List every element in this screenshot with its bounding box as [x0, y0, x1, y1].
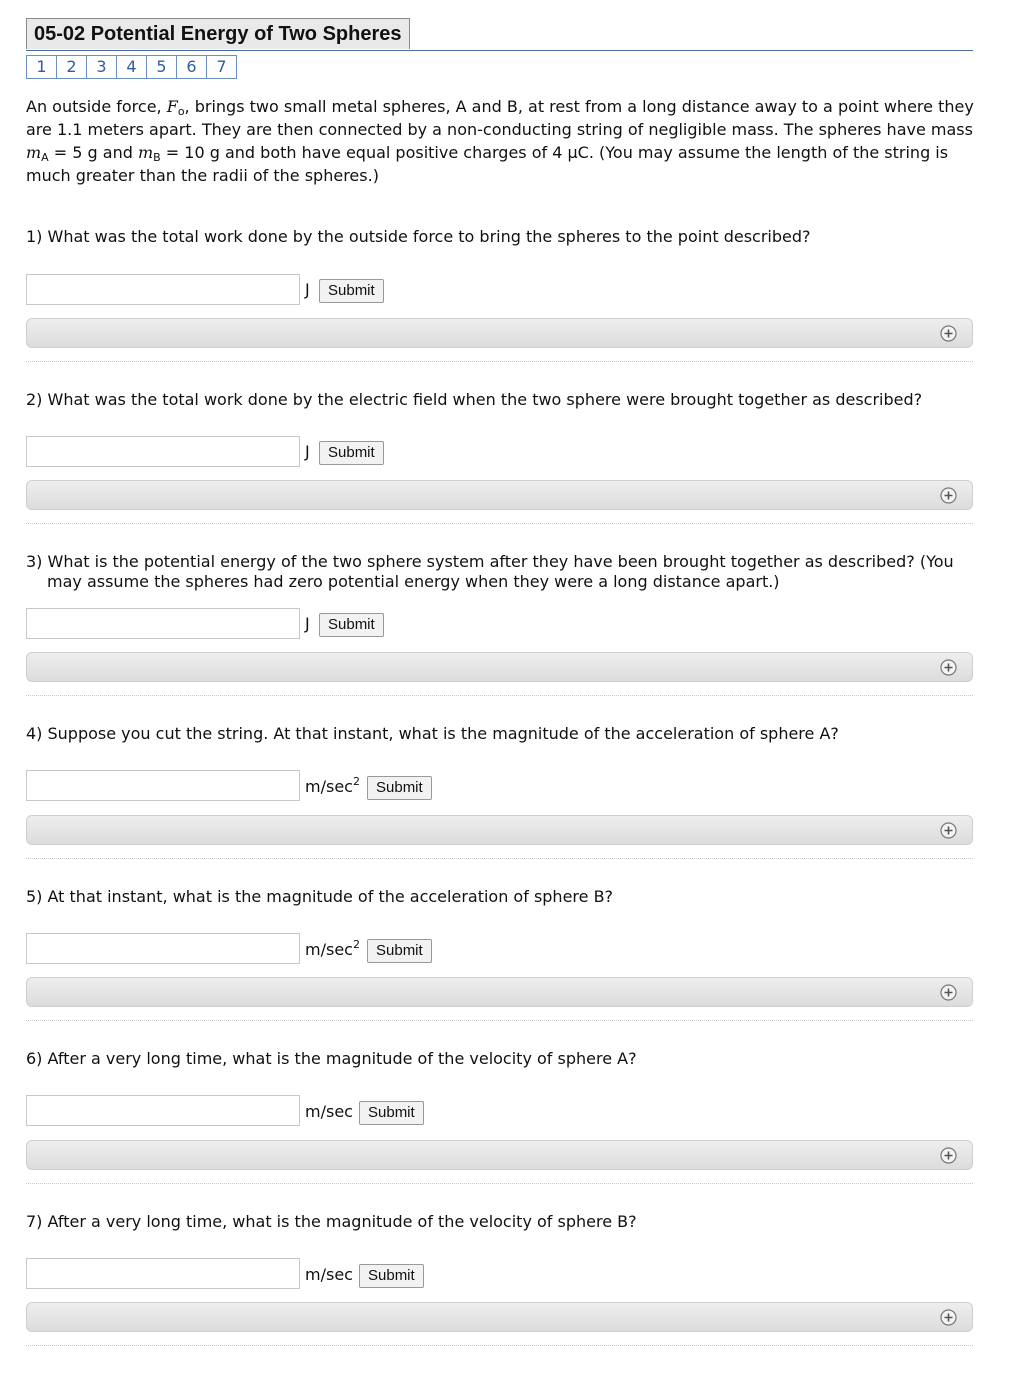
- expand-plus-icon[interactable]: [940, 1147, 957, 1164]
- question-1-help-bar[interactable]: [26, 318, 973, 348]
- intro-text-3: = 5 g and: [48, 143, 138, 162]
- question-4-help-bar[interactable]: [26, 815, 973, 845]
- question-7-answer-input[interactable]: [26, 1258, 300, 1289]
- question-3-answer-input[interactable]: [26, 608, 300, 639]
- question-1-unit: J: [305, 280, 310, 299]
- mass-b-symbol: m: [137, 143, 154, 162]
- question-divider: [26, 523, 973, 524]
- part-pager: [26, 55, 237, 79]
- pager-link-3[interactable]: 3: [86, 55, 117, 79]
- question-divider: [26, 858, 973, 859]
- question-7-help-bar[interactable]: [26, 1302, 973, 1332]
- intro-text-4: = 10 g and both have equal positive charges of 4 μC. (You may assume the length of the string is much greater than the radii of the spheres.): [26, 143, 949, 185]
- question-5-unit: $m/\sec^2$: [305, 938, 360, 959]
- question-5-help-bar[interactable]: [26, 977, 973, 1007]
- question-5-answer-input[interactable]: [26, 933, 300, 964]
- expand-plus-icon[interactable]: [940, 822, 957, 839]
- pager-link-4[interactable]: 4: [116, 55, 147, 79]
- force-symbol: F: [166, 97, 178, 116]
- question-6-answer-input[interactable]: [26, 1095, 300, 1126]
- question-3-submit-button[interactable]: Submit: [319, 613, 384, 637]
- title-bar: [26, 18, 973, 51]
- question-5-text: 5) At that instant, what is the magnitude of the acceleration of sphere B?: [26, 887, 614, 906]
- pager-link-6[interactable]: 6: [176, 55, 207, 79]
- question-7-text: 7) After a very long time, what is the magnitude of the velocity of sphere B?: [26, 1212, 637, 1231]
- question-3-unit: J: [305, 614, 310, 633]
- force-subscript: o: [177, 105, 185, 118]
- expand-plus-icon[interactable]: [940, 1309, 957, 1326]
- mass-b-subscript: B: [153, 151, 161, 164]
- expand-plus-icon[interactable]: [940, 487, 957, 504]
- question-6-text: 6) After a very long time, what is the magnitude of the velocity of sphere A?: [26, 1049, 637, 1068]
- expand-plus-icon[interactable]: [940, 325, 957, 342]
- question-divider: [26, 361, 973, 362]
- question-divider: [26, 695, 973, 696]
- question-1-text: 1) What was the total work done by the outside force to bring the spheres to the point described?: [26, 227, 811, 246]
- pager-link-5[interactable]: 5: [146, 55, 177, 79]
- question-4-unit: $m/\sec^2$: [305, 775, 360, 796]
- intro-text-1: An outside force,: [26, 97, 167, 116]
- question-divider: [26, 1020, 973, 1021]
- question-2-unit: J: [305, 442, 310, 461]
- question-divider: [26, 1345, 973, 1346]
- question-2-answer-input[interactable]: [26, 436, 300, 467]
- question-3-text: 3) What is the potential energy of the two sphere system after they have been brought together as described? (You may assume the spheres had zero potential energy when they were a long distance apart.): [26, 552, 954, 591]
- question-1-submit-button[interactable]: Submit: [319, 279, 384, 303]
- question-3-help-bar[interactable]: [26, 652, 973, 682]
- intro-text-2: , brings two small metal spheres, A and B, at rest from a long distance away to a point where they are 1.1 meters apart. They are then connected by a non-conducting string of negligible mass. The spheres have mass: [26, 97, 974, 139]
- expand-plus-icon[interactable]: [940, 659, 957, 676]
- mass-a-symbol: m: [26, 143, 42, 162]
- question-2-text: 2) What was the total work done by the electric field when the two sphere were brought together as described?: [26, 390, 923, 409]
- question-1-answer-input[interactable]: [26, 274, 300, 305]
- question-6-submit-button[interactable]: Submit: [359, 1101, 424, 1125]
- question-4-answer-input[interactable]: [26, 770, 300, 801]
- question-7-unit: m/sec: [305, 1265, 353, 1284]
- question-2-help-bar[interactable]: [26, 480, 973, 510]
- question-7-submit-button[interactable]: Submit: [359, 1264, 424, 1288]
- problem-title: 05-02 Potential Energy of Two Spheres: [26, 18, 410, 49]
- pager-link-1[interactable]: 1: [26, 55, 57, 79]
- question-6-unit: m/sec: [305, 1102, 353, 1121]
- question-4-submit-button[interactable]: Submit: [367, 776, 432, 800]
- question-6-help-bar[interactable]: [26, 1140, 973, 1170]
- pager-link-2[interactable]: 2: [56, 55, 87, 79]
- expand-plus-icon[interactable]: [940, 984, 957, 1001]
- question-2-submit-button[interactable]: Submit: [319, 441, 384, 465]
- question-5-submit-button[interactable]: Submit: [367, 939, 432, 963]
- problem-statement: [26, 95, 976, 187]
- mass-a-subscript: A: [41, 151, 49, 164]
- question-divider: [26, 1183, 973, 1184]
- pager-link-7[interactable]: 7: [206, 55, 237, 79]
- question-4-text: 4) Suppose you cut the string. At that instant, what is the magnitude of the acceleration of sphere A?: [26, 724, 839, 743]
